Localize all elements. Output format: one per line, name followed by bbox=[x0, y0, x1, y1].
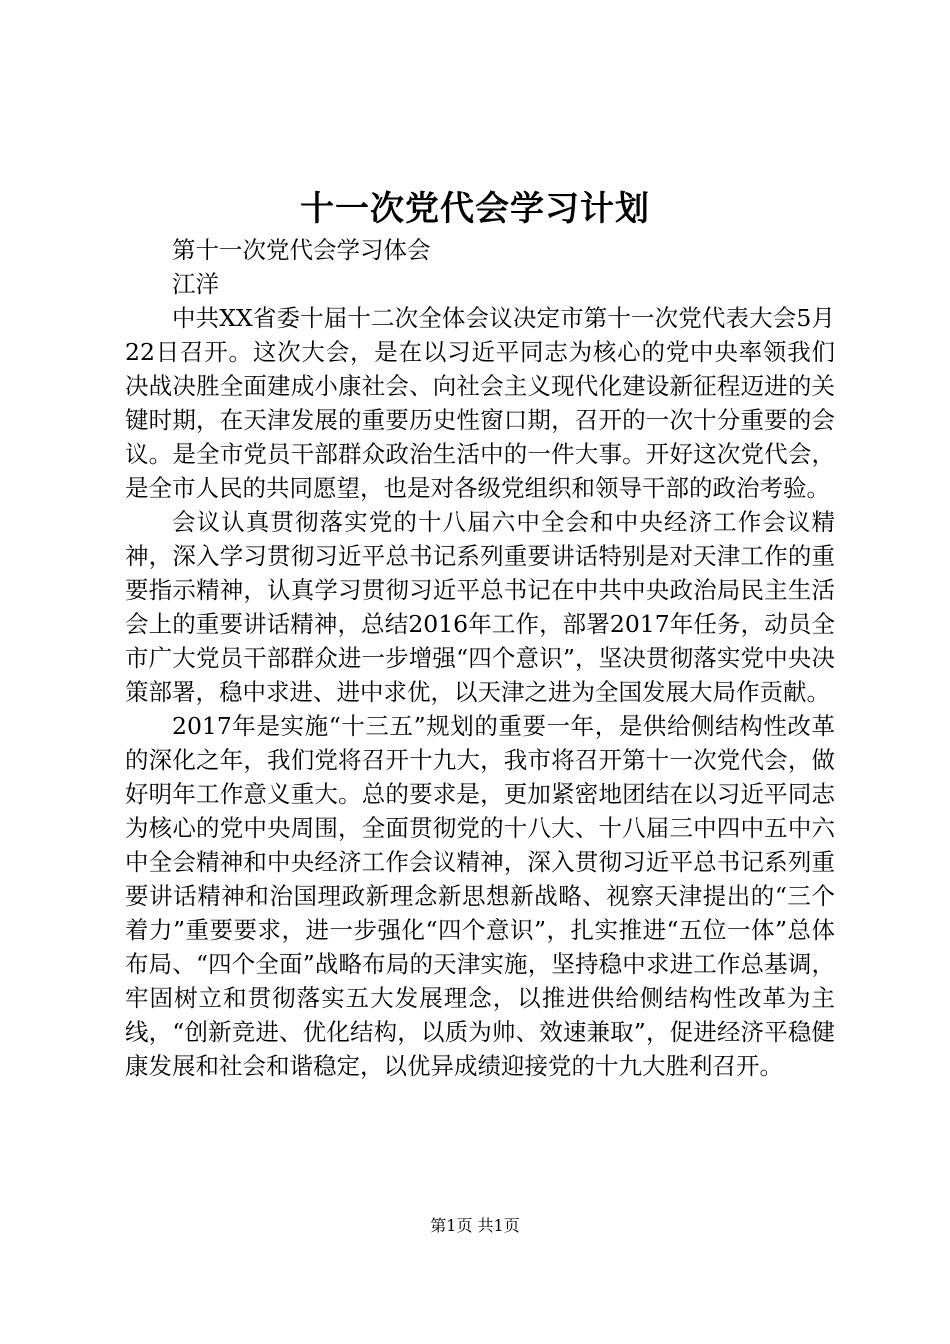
body-paragraph: 2017年是实施“十三五”规划的重要一年，是供给侧结构性改革的深化之年，我们党将召开十九大，我市将召开第十一次党代会，做好明年工作意义重大。总的要求是，更加紧密地团结在以习近平同志为核心的党中央周围，全面贯彻党的十八大、十八届三中四中五中六中全会精神和中央经济工作会议精神，深入贯彻习近平总书记系列重要讲话精神和治国理政新理念新思想新战略、视察天津提出的“三个着力”重要要求，进一步强化“四个意识”，扎实推进“五位一体”总体布局、“四个全面”战略布局的天津实施，坚持稳中求进工作总基调，牢固树立和贯彻落实五大发展理念，以推进供给侧结构性改革为主线，“创新竞进、优化结构，以质为帅、效速兼取”，促进经济平稳健康发展和社会和谐稳定，以优异成绩迎接党的十九大胜利召开。 bbox=[125, 712, 835, 1080]
subtitle-paragraph: 第十一次党代会学习体会 bbox=[172, 236, 431, 264]
author-paragraph: 江洋 bbox=[172, 270, 219, 298]
document-body bbox=[125, 233, 835, 1083]
body-paragraph: 中共XX省委十届十二次全体会议决定市第十一次党代表大会5月22日召开。这次大会，是在以习近平同志为核心的党中央率领我们决战决胜全面建成小康社会、向社会主义现代化建设新征程迈进的关键时期，在天津发展的重要历史性窗口期，召开的一次十分重要的会议。是全市党员干部群众政治生活中的一件大事。开好这次党代会，是全市人民的共同愿望，也是对各级党组织和领导干部的政治考验。 bbox=[125, 304, 835, 502]
page-total: 共1页 bbox=[477, 1216, 520, 1235]
page-footer bbox=[0, 1216, 950, 1236]
page-number: 第1页 bbox=[430, 1216, 473, 1235]
body-paragraph: 会议认真贯彻落实党的十八届六中全会和中央经济工作会议精神，深入学习贯彻习近平总书记系列重要讲话特别是对天津工作的重要指示精神，认真学习贯彻习近平总书记在中共中央政治局民主生活会上的重要讲话精神，总结2016年工作，部署2017年任务，动员全市广大党员干部群众进一步增强“四个意识”，坚决贯彻落实党中央决策部署，稳中求进、进中求优，以天津之进为全国发展大局作贡献。 bbox=[125, 508, 835, 706]
document-title: 十一次党代会学习计划 bbox=[300, 189, 650, 229]
